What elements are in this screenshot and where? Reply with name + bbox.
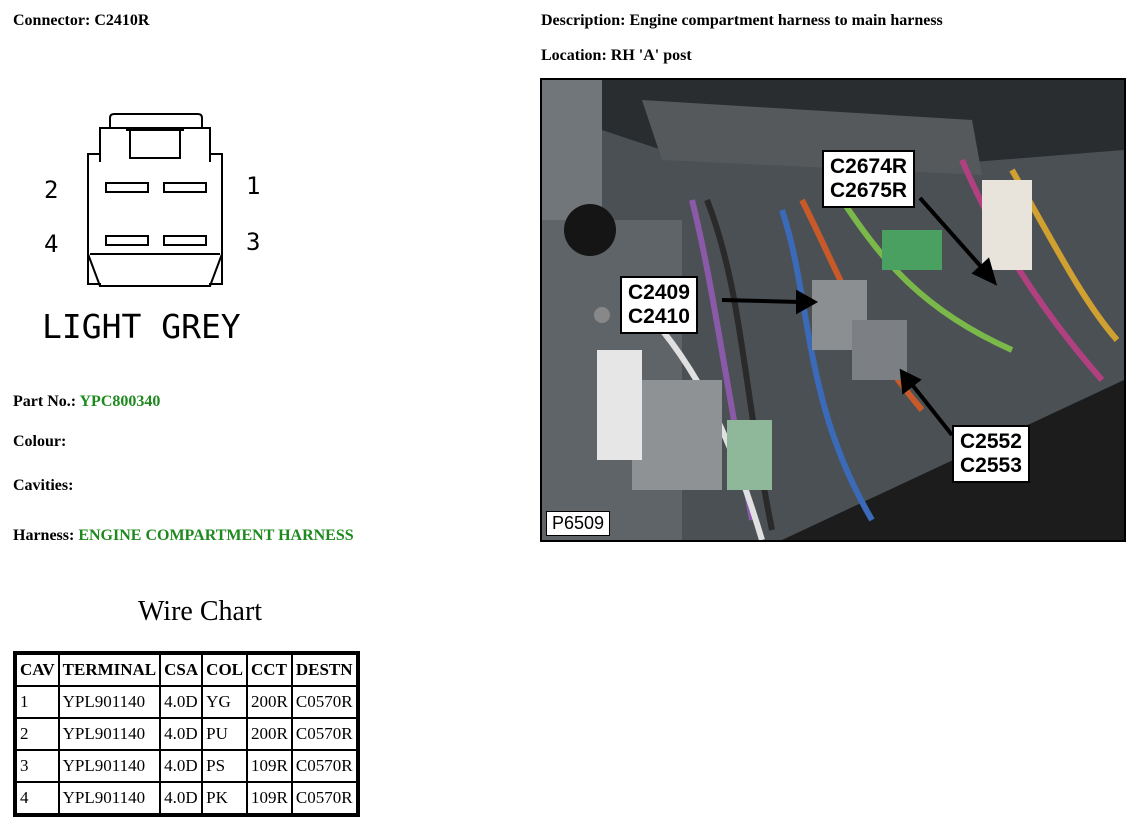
description-label: Description: [541, 12, 626, 29]
header-csa: CSA [160, 653, 202, 686]
cell-destn: C0570R [292, 782, 358, 815]
cell-cct: 200R [247, 718, 292, 750]
harness-value: ENGINE COMPARTMENT HARNESS [78, 527, 354, 544]
cell-csa: 4.0D [160, 750, 202, 782]
photo-code: P6509 [546, 511, 610, 536]
table-row [15, 750, 358, 782]
cell-cct: 200R [247, 686, 292, 718]
cavities-field [13, 477, 73, 495]
part-no-field [13, 393, 160, 411]
cell-terminal: YPL901140 [59, 686, 161, 718]
description-value: Engine compartment harness to main harness [629, 12, 943, 29]
table-header-row [15, 653, 358, 686]
colour-label: Colour: [13, 433, 67, 450]
wire-chart-table [13, 651, 360, 817]
pin-4-label: 4 [44, 230, 59, 258]
cell-terminal: YPL901140 [59, 782, 161, 815]
table-row [15, 782, 358, 815]
callout-c2552-c2553: C2552 C2553 [952, 425, 1030, 483]
location-photo [540, 78, 1126, 542]
cavities-label: Cavities: [13, 477, 74, 494]
location-field [541, 47, 692, 65]
connector-label: Connector: [13, 12, 91, 29]
connector-field [13, 12, 149, 30]
cell-terminal: YPL901140 [59, 718, 161, 750]
location-label: Location: [541, 47, 607, 64]
colour-field [13, 433, 66, 451]
cell-cct: 109R [247, 750, 292, 782]
header-destn: DESTN [292, 653, 358, 686]
harness-label: Harness: [13, 527, 75, 544]
callout-c2674r-c2675r: C2674R C2675R [822, 150, 915, 208]
cell-destn: C0570R [292, 686, 358, 718]
cell-cav: 3 [15, 750, 59, 782]
cell-terminal: YPL901140 [59, 750, 161, 782]
cell-col: PK [202, 782, 247, 815]
cell-col: PS [202, 750, 247, 782]
table-row [15, 686, 358, 718]
location-value: RH 'A' post [610, 47, 692, 64]
header-cct: CCT [247, 653, 292, 686]
cell-destn: C0570R [292, 718, 358, 750]
connector-value: C2410R [94, 12, 150, 29]
wire-chart-title: Wire Chart [138, 596, 263, 627]
connector-face-diagram [34, 106, 284, 356]
pin-2-label: 2 [44, 176, 59, 204]
header-col: COL [202, 653, 247, 686]
cell-csa: 4.0D [160, 782, 202, 815]
connector-colour-text: LIGHT GREY [42, 307, 241, 346]
header-terminal: TERMINAL [59, 653, 161, 686]
cell-cav: 4 [15, 782, 59, 815]
cell-col: YG [202, 686, 247, 718]
description-field [541, 12, 943, 30]
cell-cct: 109R [247, 782, 292, 815]
part-no-label: Part No.: [13, 393, 77, 410]
pin-1-label: 1 [246, 172, 261, 200]
harness-field [13, 527, 354, 545]
cell-cav: 2 [15, 718, 59, 750]
cell-csa: 4.0D [160, 718, 202, 750]
table-row [15, 718, 358, 750]
cell-col: PU [202, 718, 247, 750]
part-no-value: YPC800340 [79, 393, 161, 410]
cell-csa: 4.0D [160, 686, 202, 718]
cell-destn: C0570R [292, 750, 358, 782]
header-cav: CAV [15, 653, 59, 686]
cell-cav: 1 [15, 686, 59, 718]
callout-c2409-c2410: C2409 C2410 [620, 276, 698, 334]
pin-3-label: 3 [246, 228, 261, 256]
